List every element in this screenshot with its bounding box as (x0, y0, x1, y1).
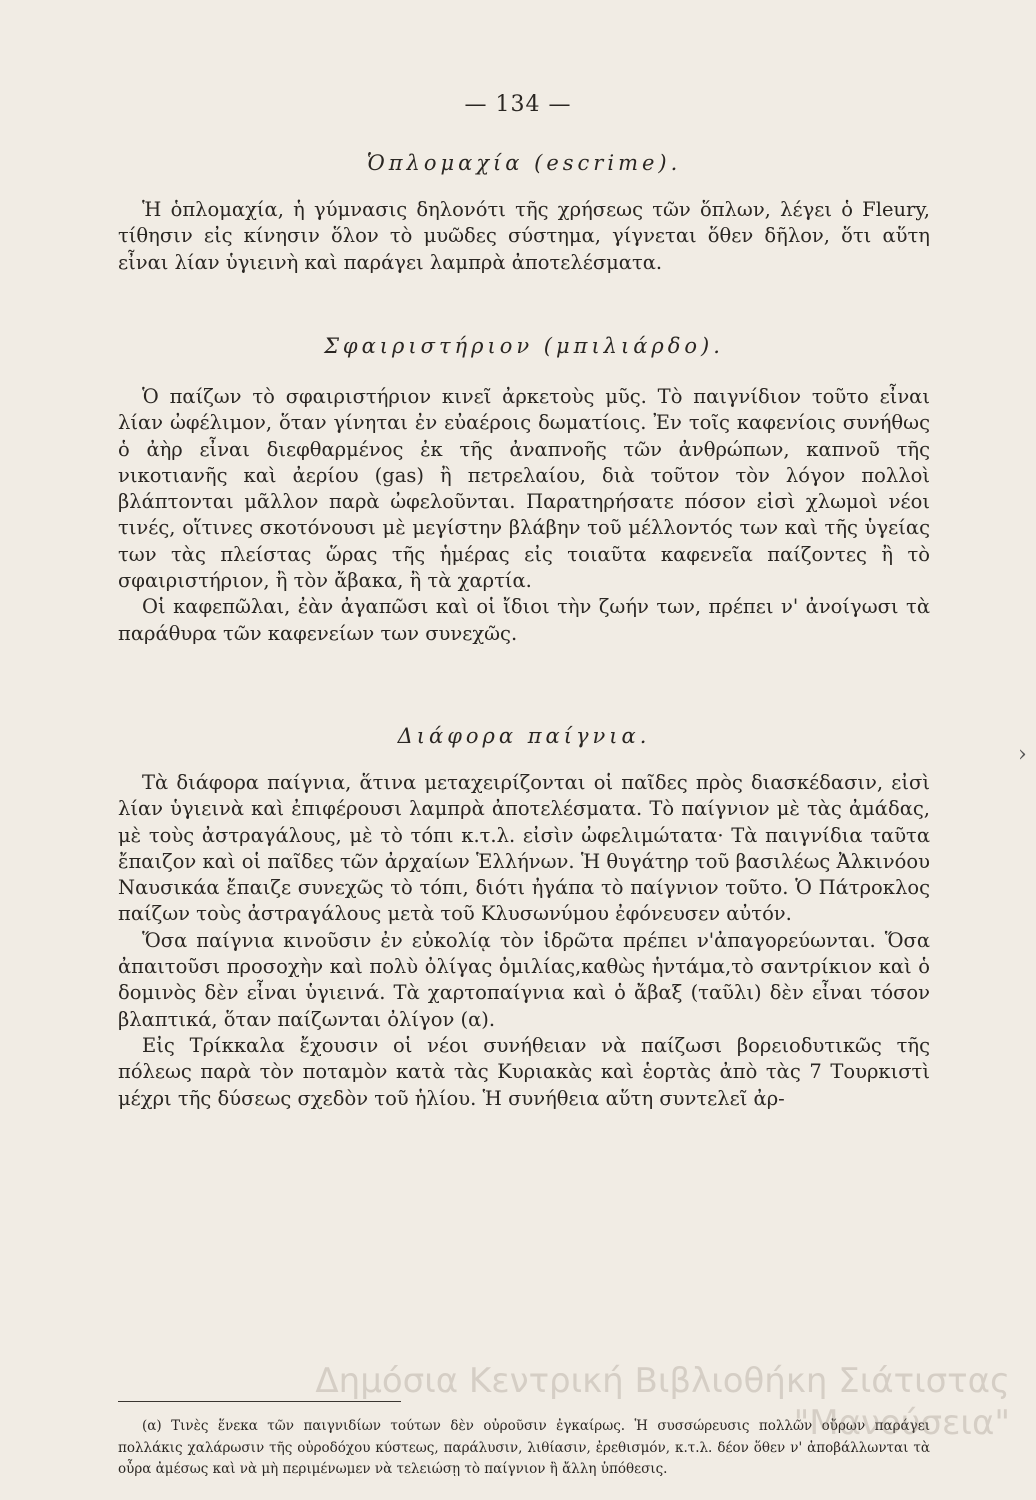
library-watermark: Δημόσια Κεντρική Βιβλιοθήκη Σιάτιστας "Μανούσεια" (315, 1361, 1010, 1443)
footnote: (α) Τινὲς ἕνεκα τῶν παιγνιδίων τούτων δὲν οὐροῦσιν ἐγκαίρως. Ἡ συσσώρευσις πολλῶν οὔρων παράγει πολλάκις χαλάρωσιν τῆς οὐροδόχου κύστεως, παράλυσιν, λιθίασιν, ἐρεθισμόν, κ.τ.λ. δέον ὅθεν ν' ἀποβάλλωνται τὰ οὖρα ἀμέσως καὶ νὰ μὴ περιμένωμεν νὰ τελειώσῃ τὸ παίγνιον ἢ ἄλλη ὑπόθεσις. (118, 1418, 930, 1477)
section-billiards (118, 334, 930, 358)
paragraph: Ἡ ὁπλομαχία, ἡ γύμνασις δηλονότι τῆς χρήσεως τῶν ὅπλων, λέγει ὁ Fleury, τίθησιν εἰς κίνησιν ὅλον τὸ μυῶδες σύστημα, γίγνεται ὅθεν δῆλον, ὅτι αὕτη εἶναι λίαν ὑγιεινὴ καὶ παράγει λαμπρὰ ἀποτελέσματα. (118, 198, 930, 274)
paragraph: Ὁ παίζων τὸ σφαιριστήριον κινεῖ ἀρκετοὺς μῦς. Τὸ παιγνίδιον τοῦτο εἶναι λίαν ὠφέλιμον, ὅταν γίνηται ἐν εὐαέροις δωματίοις. Ἐν τοῖς καφενίοις συνήθως ὁ ἀὴρ εἶναι διεφθαρμένος ἐκ τῆς ἀναπνοῆς τῶν ἀνθρώπων, καπνοῦ τῆς νικοτιανῆς καὶ ἀερίου (gas) ἢ πετρελαίου, διὰ τοῦτον τὸν λόγον πολλοὶ βλάπτονται μᾶλλον παρὰ ὠφελοῦνται. Παρατηρήσατε πόσον εἰσὶ χλωμοὶ νέοι τινές, οἵτινες σκοτόνουσι μὲ μεγίστην βλάβην τοῦ μέλλοντός των καὶ τῆς ὑγείας των τὰς πλείστας ὥρας τῆς ἡμέρας εἰς τοιαῦτα καφενεῖα παίζοντες ἢ τὸ σφαιριστήριον, ἢ τὸν ἄβακα, ἢ τὰ χαρτία. (118, 385, 930, 593)
section-various-games-body (118, 770, 930, 1112)
section-heading: Ὁπλομαχία (escrime). (366, 151, 682, 175)
margin-mark: › (1018, 742, 1027, 767)
section-heading: Σφαιριστήριον (μπιλιάρδο). (324, 334, 724, 358)
page-number: — 134 — (464, 92, 572, 117)
section-fencing-body (118, 197, 930, 276)
paragraph: Ὅσα παίγνια κινοῦσιν ἐν εὐκολίᾳ τὸν ἱδρῶτα πρέπει ν'ἀπαγορεύωνται. Ὅσα ἀπαιτοῦσι προσοχὴν καὶ πολὺ ὀλίγας ὁμιλίας,καθὼς ἡντάμα,τὸ σαντρίκιον καὶ ὁ δομινὸς δὲν εἶναι ὑγιεινά. Τὰ χαρτοπαίγνια καὶ ὁ ἄβαξ (ταῦλι) δὲν εἶναι τόσον βλαπτικά, ὅταν παίζωνται ὀλίγον (α). (118, 928, 930, 1031)
section-heading: Διάφορα παίγνια. (397, 724, 651, 748)
paragraph: Οἱ καφεπῶλαι, ἐὰν ἀγαπῶσι καὶ οἱ ἴδιοι τὴν ζωήν των, πρέπει ν' ἀνοίγωσι τὰ παράθυρα τῶν καφενείων των συνεχῶς. (118, 595, 930, 645)
paragraph: Τὰ διάφορα παίγνια, ἅτινα μεταχειρίζονται οἱ παῖδες πρὸς διασκέδασιν, εἰσὶ λίαν ὑγιεινὰ καὶ ἐπιφέρουσι λαμπρὰ ἀποτελέσματα. Τὸ παίγνιον μὲ τὰς ἀμάδας, μὲ τοὺς ἀστραγάλους, μὲ τὸ τόπι κ.τ.λ. εἰσὶν ὠφελιμώτατα· Τὰ παιγνίδια ταῦτα ἔπαιζον καὶ οἱ παῖδες τῶν ἀρχαίων Ἑλλήνων. Ἡ θυγάτηρ τοῦ βασιλέως Ἀλκινόου Ναυσικάα ἔπαιζε συνεχῶς τὸ τόπι, διότι ἠγάπα τὸ παίγνιον τοῦτο. Ὁ Πάτροκλος παίζων τοὺς ἀστραγάλους μετὰ τοῦ Κλυσωνύμου ἐφόνευσεν αὐτόν. (118, 771, 930, 926)
section-fencing (118, 151, 930, 175)
section-various-games (118, 724, 930, 748)
section-billiards-body (118, 384, 930, 647)
paragraph: Εἰς Τρίκκαλα ἔχουσιν οἱ νέοι συνήθειαν νὰ παίζωσι βορειοδυτικῶς τῆς πόλεως παρὰ τὸν ποταμὸν κατὰ τὰς Κυριακὰς καὶ ἑορτὰς ἀπὸ τὰς 7 Τουρκιστὶ μέχρι τῆς δύσεως σχεδὸν τοῦ ἡλίου. Ἡ συνήθεια αὕτη συντελεῖ ἀρ- (118, 1033, 930, 1110)
